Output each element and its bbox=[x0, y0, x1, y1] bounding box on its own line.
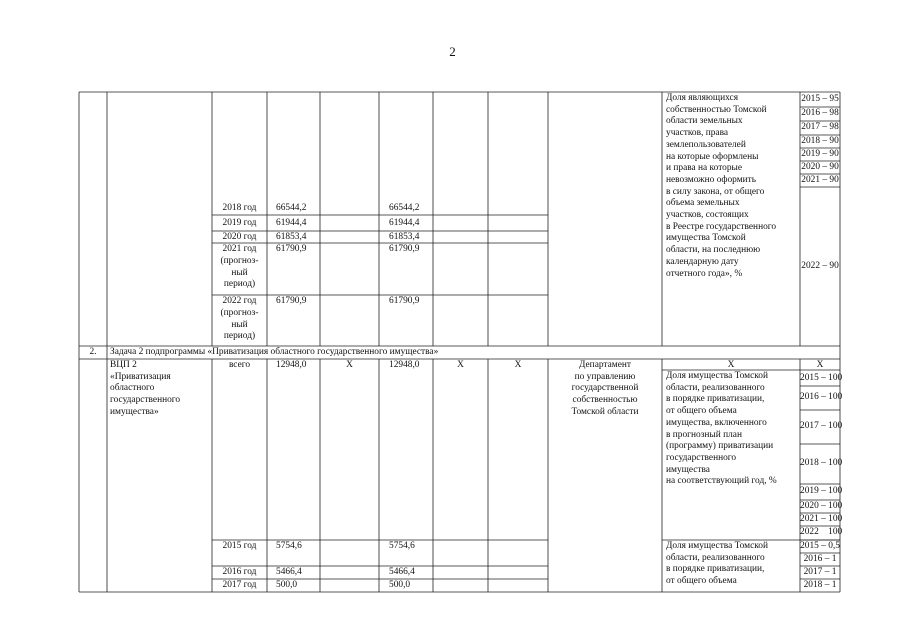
year-cell: 2021 год bbox=[222, 244, 257, 254]
target-value: 2015 – 0,5 bbox=[800, 541, 840, 551]
forecast-note: (прогноз- ный период) bbox=[220, 256, 259, 290]
total-value: 5466,4 bbox=[276, 567, 302, 577]
target-value: 2019 – 100 bbox=[800, 486, 843, 496]
target-value: 2022 – 90 bbox=[801, 261, 839, 271]
target-value: 2016 – 1 bbox=[803, 554, 837, 564]
regional-value: 5466,4 bbox=[389, 567, 415, 577]
total-value: 61853,4 bbox=[276, 232, 307, 242]
year-cell: 2016 год bbox=[222, 567, 257, 577]
regional-value: 66544,2 bbox=[389, 203, 420, 213]
total-value: 12948,0 bbox=[276, 360, 307, 370]
year-cell: 2019 год bbox=[222, 218, 257, 228]
regional-value: 61944,4 bbox=[389, 218, 420, 228]
regional-value: 500,0 bbox=[389, 580, 411, 590]
other-value: Х bbox=[514, 360, 522, 370]
target-value: 2017 – 100 bbox=[800, 421, 843, 431]
target-value: 2016 – 100 bbox=[800, 392, 843, 402]
year-cell: 2015 год bbox=[222, 541, 257, 551]
year-cell: 2022 год bbox=[222, 296, 257, 306]
total-value: 61790,9 bbox=[276, 296, 307, 306]
target-value: 2020 – 100 bbox=[800, 501, 843, 511]
year-cell: 2020 год bbox=[222, 232, 257, 242]
indicator-text: Доля являющихся собственностью Томской области земельных участков, права землепользователей на которые оформлены и права на которые невозможно оформить в силу закона, от общего объема земельных участков, состоящих в Реестре государственного имущества Томской области, на последнюю календарную дату отчетного года», % bbox=[666, 93, 777, 279]
total-value: 61944,4 bbox=[276, 218, 307, 228]
period-total-label: всего bbox=[228, 360, 251, 370]
target-value: 2017 – 98 bbox=[801, 122, 839, 132]
year-cell: 2017 год bbox=[222, 580, 257, 590]
task-title: Задача 2 подпрограммы «Приватизация областного государственного имущества» bbox=[110, 347, 439, 357]
target-value: 2015 – 95 bbox=[801, 94, 839, 104]
indicator-text: Доля имущества Томской области, реализованного в порядке приватизации, от общего объема имущества, включенного в прогнозный план (программу) приватизации государственного имущества на соответствующий год, % bbox=[666, 371, 777, 487]
regional-value: 12948,0 bbox=[389, 360, 420, 370]
regional-value: 61853,4 bbox=[389, 232, 420, 242]
target-value: 2016 – 98 bbox=[801, 108, 839, 118]
target-value: 2018 – 100 bbox=[800, 458, 843, 468]
total-value: 61790,9 bbox=[276, 244, 307, 254]
indicator-text: Доля имущества Томской области, реализованного в порядке приватизации, от общего объема bbox=[666, 541, 769, 587]
regional-value: 61790,9 bbox=[389, 296, 420, 306]
target-value: 2015 – 100 bbox=[800, 373, 843, 383]
target-value: 2020 – 90 bbox=[801, 162, 839, 172]
target-value: 2018 – 90 bbox=[801, 136, 839, 146]
local-value: Х bbox=[457, 360, 464, 370]
total-value: 66544,2 bbox=[276, 203, 307, 213]
federal-value: Х bbox=[346, 360, 353, 370]
target-value: 2017 – 1 bbox=[803, 567, 837, 577]
task-number: 2. bbox=[89, 347, 97, 357]
program-name: ВЦП 2 «Приватизация областного государственного имущества» bbox=[110, 360, 181, 417]
target-value: 2019 – 90 bbox=[801, 149, 839, 159]
year-cell: 2018 год bbox=[222, 203, 257, 213]
forecast-note: (прогноз- ный период) bbox=[220, 308, 259, 342]
target-value: 2022 100 bbox=[800, 527, 843, 537]
target-value: 2021 – 100 bbox=[800, 514, 843, 524]
regional-value: 61790,9 bbox=[389, 244, 420, 254]
regional-value: 5754,6 bbox=[389, 541, 415, 551]
total-value: 5754,6 bbox=[276, 541, 302, 551]
target-value: 2018 – 1 bbox=[803, 580, 837, 590]
target-value: 2021 – 90 bbox=[801, 175, 839, 185]
indicator-header: Х bbox=[727, 360, 735, 370]
total-value: 500,0 bbox=[276, 580, 298, 590]
page-number: 2 bbox=[449, 44, 456, 59]
executor-text: Департамент по управлению государственной собственностью Томской области bbox=[571, 360, 639, 417]
target-header: Х bbox=[816, 360, 824, 370]
